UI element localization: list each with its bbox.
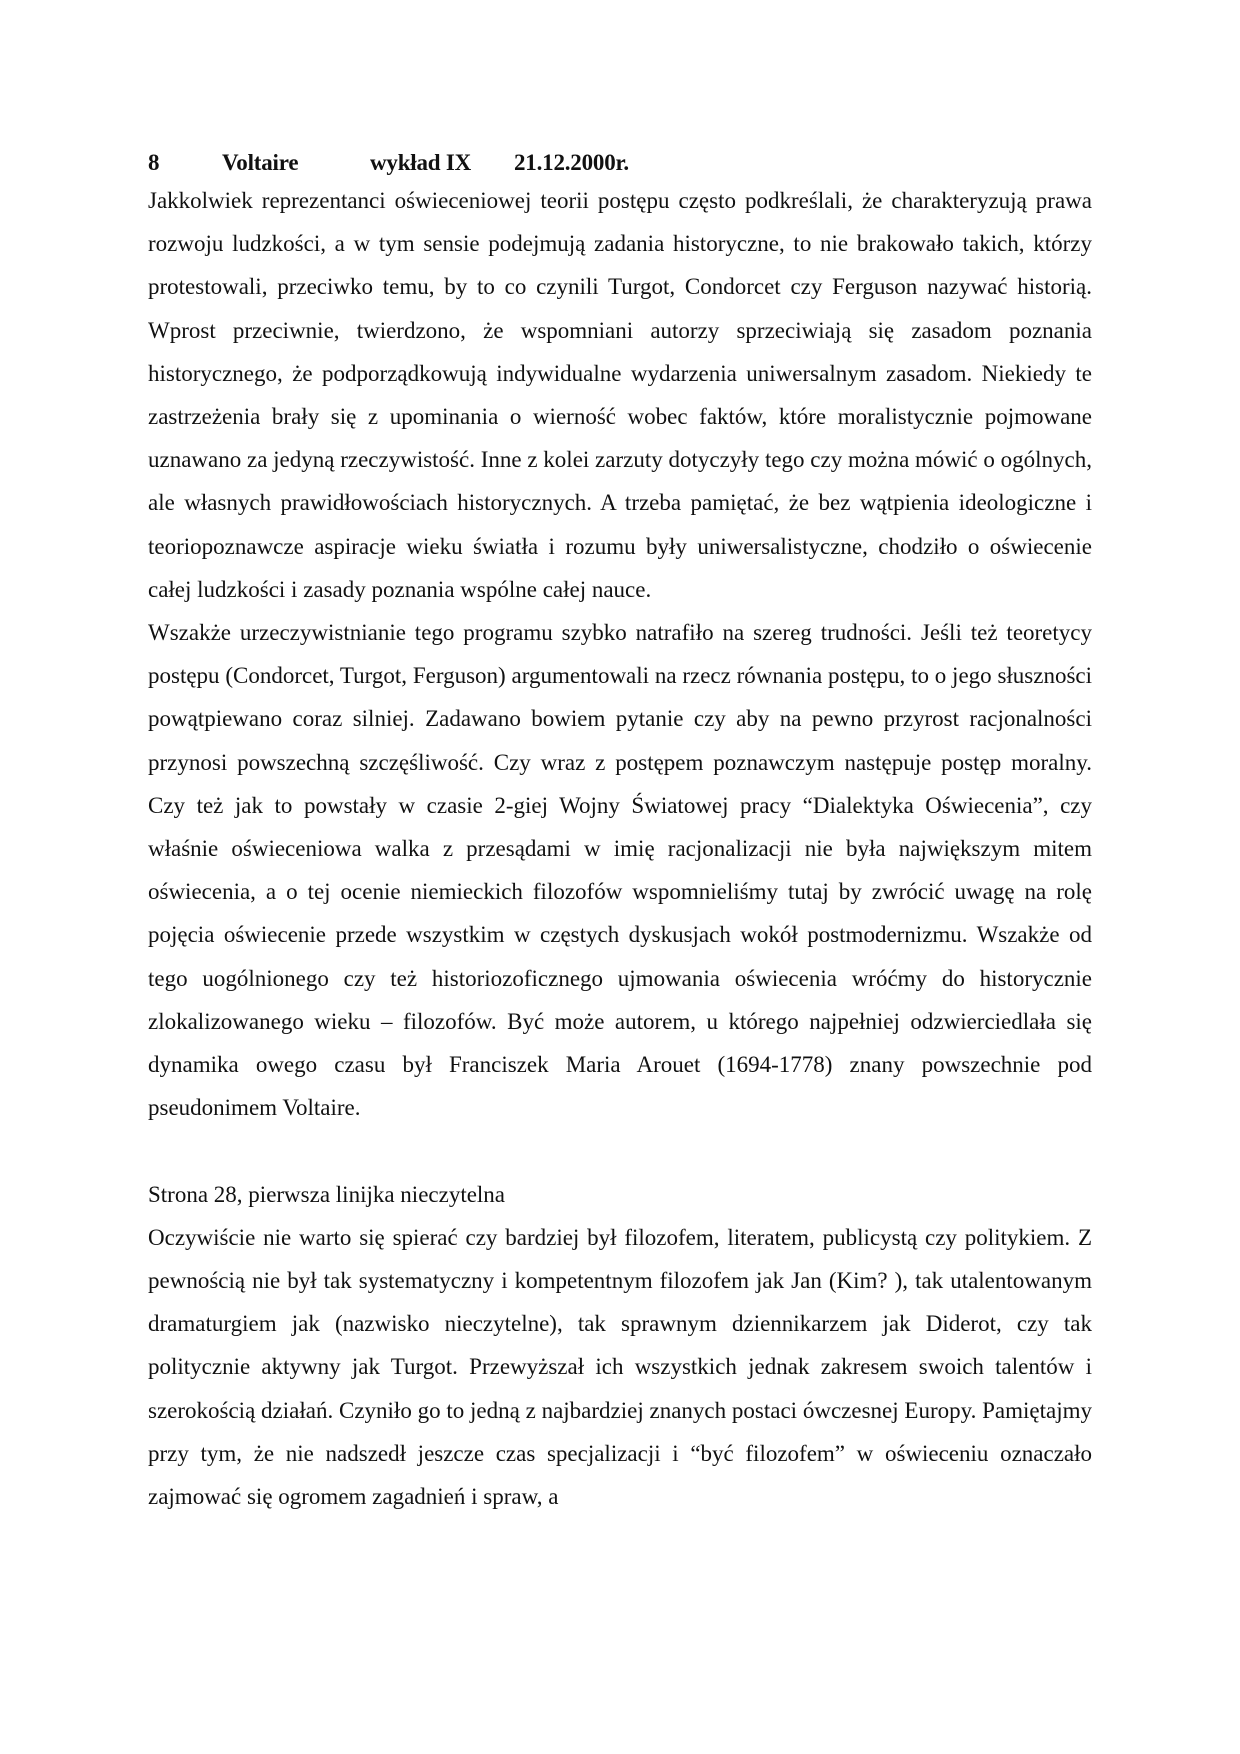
lecture-date: 21.12.2000r. [514, 150, 629, 175]
editorial-note: Strona 28, pierwsza linijka nieczytelna [148, 1181, 506, 1207]
document-page [148, 147, 1092, 1518]
blank-line [148, 1129, 1092, 1172]
paragraph: Jakkolwiek reprezentanci oświeceniowej teorii postępu często podkreślali, że charakteryzują prawa rozwoju ludzkości, a w tym sensie podejmują zadania historyczne, to nie brakowało takich, którzy protestowali, przeciwko temu, by to co czynili Turgot, Condorcet czy Ferguson nazywać historią. Wprost przeciwnie, twierdzono, że wspomniani autorzy sprzeciwiają się zasadom poznania historycznego, że podporządkowują indywidualne wydarzenia uniwersalnym zasadom. Niekiedy te zastrzeżenia brały się z upominania o wierność wobec faktów, które moralistycznie pojmowane uznawano za jedyną rzeczywistość. Inne z kolei zarzuty dotyczyły tego czy można mówić o ogólnych, ale własnych prawidłowościach historycznych. A trzeba pamiętać, że bez wątpienia ideologiczne i teoriopoznawcze aspiracje wieku światła i rozumu były uniwersalistyczne, chodziło o oświecenie całej ludzkości i zasady poznania wspólne całej nauce. [148, 188, 1092, 602]
lecture-label: wykład IX [370, 150, 472, 175]
paragraph: Oczywiście nie warto się spierać czy bardziej był filozofem, literatem, publicystą czy politykiem. Z pewnością nie był tak systematyczny i kompetentnym filozofem jak Jan (Kim? ), tak utalentowanym dramaturgiem jak (nazwisko nieczytelne), tak sprawnym dziennikarzem jak Diderot, czy tak politycznie aktywny jak Turgot. Przewyższał ich wszystkich jednak zakresem swoich talentów i szerokością działań. Czyniło go to jedną z najbardziej znanych postaci ówczesnej Europy. Pamiętajmy przy tym, że nie nadszedł jeszcze czas specjalizacji i “być filozofem” w oświeceniu oznaczało zajmować się ogromem zagadnień i spraw, a [148, 1224, 1092, 1510]
lecture-topic: Voltaire [222, 150, 299, 175]
paragraph: Wszakże urzeczywistnianie tego programu szybko natrafiło na szereg trudności. Jeśli też teoretycy postępu (Condorcet, Turgot, Ferguson) argumentowali na rzecz równania postępu, to o jego słuszności powątpiewano coraz silniej. Zadawano bowiem pytanie czy aby na pewno przyrost racjonalności przynosi powszechną szczęśliwość. Czy wraz z postępem poznawczym następuje postęp moralny. Czy też jak to powstały w czasie 2-giej Wojny Światowej pracy “Dialektyka Oświecenia”, czy właśnie oświeceniowa walka z przesądami w imię racjonalizacji nie była największym mitem oświecenia, a o tej ocenie niemieckich filozofów wspomnieliśmy tutaj by zwrócić uwagę na rolę pojęcia oświecenie przede wszystkim w częstych dyskusjach wokół postmodernizmu. Wszakże od tego uogólnionego czy też historiozoficznego ujmowania oświecenia wróćmy do historycznie zlokalizowanego wieku – filozofów. Być może autorem, u którego najpełniej odzwierciedlała się dynamika owego czasu był Franciszek Maria Arouet (1694-1778) znany powszechnie pod pseudonimem Voltaire. [148, 620, 1092, 1121]
lecture-header [148, 147, 1092, 179]
lecture-number: 8 [148, 150, 160, 175]
